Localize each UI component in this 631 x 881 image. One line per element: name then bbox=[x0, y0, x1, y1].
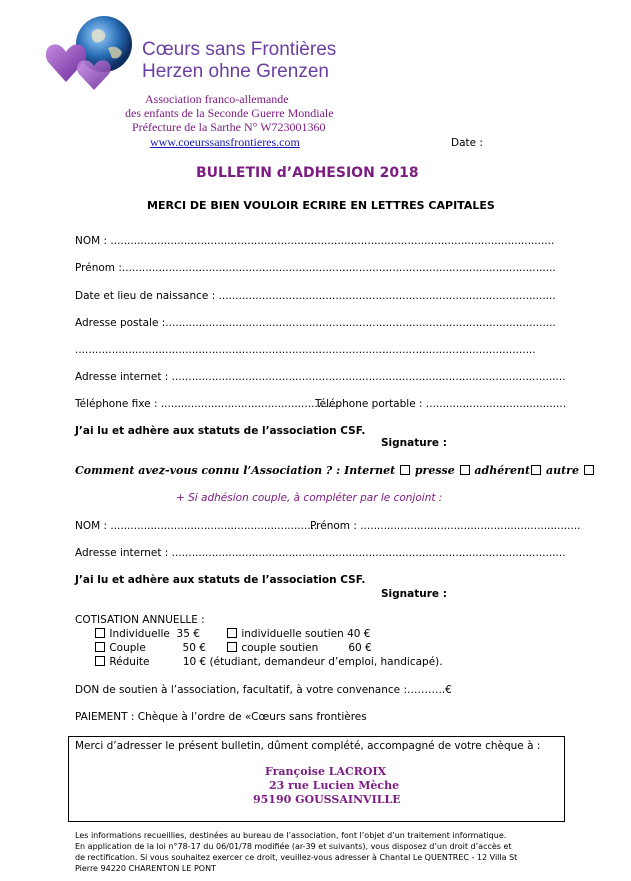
internet-field[interactable]: Adresse internet : ...................................................................................................................... bbox=[75, 371, 566, 383]
cotisation-row-2 bbox=[94, 642, 206, 654]
autre-checkbox[interactable] bbox=[584, 465, 594, 475]
couple-signature-label: Signature : bbox=[381, 588, 447, 600]
statuts-text: J’ai lu et adhère aux statuts de l’association CSF. bbox=[75, 425, 366, 437]
presse-checkbox[interactable] bbox=[460, 465, 470, 475]
page-subtitle: MERCI DE BIEN VOULOIR ECRIRE EN LETTRES CAPITALES bbox=[147, 199, 495, 212]
couple-nom-field[interactable]: NOM : .............................................................. bbox=[75, 520, 318, 532]
logo-title-de: Herzen ohne Grenzen bbox=[142, 61, 329, 82]
cotisation-row-1-right bbox=[226, 628, 370, 640]
couple-internet-field[interactable]: Adresse internet : ...................................................................................................................... bbox=[75, 547, 566, 559]
internet-checkbox[interactable] bbox=[400, 465, 410, 475]
paiement-text: PAIEMENT : Chèque à l’ordre de «Cœurs sans frontières bbox=[75, 711, 367, 723]
couple-prenom-field[interactable]: Prénom : .................................................................. bbox=[310, 520, 581, 532]
contact-city: 95190 GOUSSAINVILLE bbox=[253, 793, 401, 806]
association-prefecture: Préfecture de la Sarthe N° W723001360 bbox=[132, 120, 326, 134]
page-title: BULLETIN d’ADHESION 2018 bbox=[196, 165, 419, 181]
birth-field[interactable]: Date et lieu de naissance : ..................................................................................................... bbox=[75, 290, 556, 302]
reduite-label: Réduite 10 € (étudiant, demandeur d’emploi, handicapé). bbox=[109, 656, 443, 668]
cotisation-row-1 bbox=[94, 628, 200, 640]
individuelle-soutien-checkbox[interactable] bbox=[227, 628, 237, 638]
cotisation-label: COTISATION ANNUELLE : bbox=[75, 614, 205, 626]
logo bbox=[46, 14, 136, 94]
couple-soutien-label: couple soutien 60 € bbox=[241, 642, 372, 654]
don-field[interactable]: DON de soutien à l’association, facultatif, à votre convenance :………..€ bbox=[75, 684, 452, 696]
connu-question bbox=[75, 464, 595, 477]
footer-line3: de rectification. Si vous souhaitez exercer ce droit, veuillez-vous adresser à Chantal Le QUENTREC - 12 Villa St bbox=[75, 853, 518, 862]
website-link[interactable]: www.coeurssansfrontieres.com bbox=[150, 135, 300, 149]
cotisation-row-2-right bbox=[226, 642, 372, 654]
individuelle-label: Individuelle 35 € bbox=[109, 628, 200, 640]
association-line2: des enfants de la Seconde Guerre Mondiale bbox=[125, 106, 334, 120]
couple-label: Couple 50 € bbox=[109, 642, 206, 654]
nom-field[interactable]: NOM : ..................................................................................................................................... bbox=[75, 235, 555, 247]
adherent-label: adhérent bbox=[474, 464, 531, 477]
contact-intro: Merci d’adresser le présent bulletin, dûment complété, accompagné de votre chèque à : bbox=[75, 740, 541, 752]
autre-label: autre bbox=[545, 464, 579, 477]
address-field[interactable]: Adresse postale :..................................................................................................................... bbox=[75, 317, 556, 329]
couple-note: + Si adhésion couple, à compléter par le conjoint : bbox=[176, 492, 443, 504]
presse-label: presse bbox=[414, 464, 455, 477]
footer-line1: Les informations recueillies, destinées au bureau de l’association, font l’objet d’un traitement informatique. bbox=[75, 831, 507, 840]
couple-checkbox[interactable] bbox=[95, 642, 105, 652]
association-line1: Association franco-allemande bbox=[145, 92, 289, 106]
footer-line2: En application de la loi n°78-17 du 06/01/78 modifiée (ar-39 et suivants), vous disposez d’un droit d’accès et bbox=[75, 842, 512, 851]
address-line2-field[interactable]: .......................................................................................................................................... bbox=[75, 344, 536, 356]
individuelle-checkbox[interactable] bbox=[95, 628, 105, 638]
date-label: Date : bbox=[451, 137, 483, 149]
footer-line4: Pierre 94220 CHARENTON LE PONT bbox=[75, 864, 216, 873]
contact-street: 23 rue Lucien Mèche bbox=[269, 779, 400, 792]
adherent-checkbox[interactable] bbox=[531, 465, 541, 475]
reduite-checkbox[interactable] bbox=[95, 656, 105, 666]
contact-name: Françoise LACROIX bbox=[265, 765, 387, 778]
individuelle-soutien-label: individuelle soutien 40 € bbox=[241, 628, 371, 640]
couple-statuts-text: J’ai lu et adhère aux statuts de l’association CSF. bbox=[75, 574, 366, 586]
phone-mobile-field[interactable]: Téléphone portable : .......................................... bbox=[315, 398, 567, 410]
connu-question-text: Comment avez-vous connu l’Association ? : Internet bbox=[75, 464, 396, 477]
globe-hearts-icon bbox=[46, 14, 136, 94]
logo-title-fr: Cœurs sans Frontières bbox=[142, 39, 337, 60]
couple-soutien-checkbox[interactable] bbox=[227, 642, 237, 652]
cotisation-row-3 bbox=[94, 656, 443, 668]
prenom-field[interactable]: Prénom :.................................................................................................................................. bbox=[75, 262, 556, 274]
phone-fixed-field[interactable]: Téléphone fixe : ...................................................... bbox=[75, 398, 342, 410]
signature-label: Signature : bbox=[381, 437, 447, 449]
